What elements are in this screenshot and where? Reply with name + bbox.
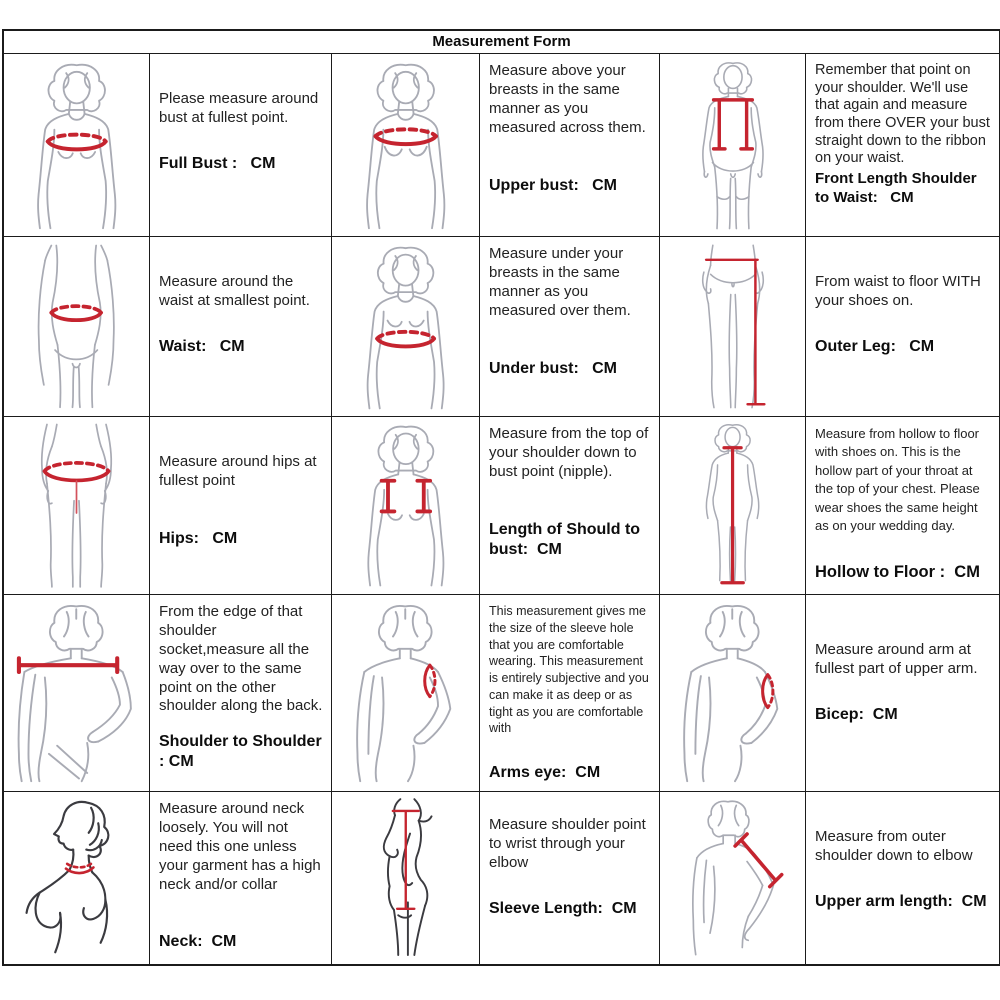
outer-leg-label: Outer Leg: CM (815, 337, 935, 355)
upper-bust-text-cell (480, 54, 660, 237)
under-bust-label: Under bust: CM (489, 359, 617, 377)
shoulder-to-shoulder-figure (8, 601, 145, 785)
upper-arm-length-figure (673, 797, 792, 958)
shoulder-to-shoulder-text-cell (150, 595, 332, 792)
neck-text-cell (150, 792, 332, 964)
neck-figure-cell (4, 792, 150, 964)
waist-text-cell (150, 237, 332, 417)
outer-leg-text-cell (806, 237, 999, 417)
front-length-text-cell (806, 54, 999, 237)
sleeve-length-figure-cell (332, 792, 480, 964)
arms-eye-figure (337, 601, 474, 785)
upper-bust-figure (340, 60, 471, 231)
waist-figure-cell (4, 237, 150, 417)
full-bust-description: Please measure around bust at fullest point. (159, 90, 319, 126)
bicep-label: Bicep: CM (815, 705, 898, 723)
hollow-to-floor-figure (679, 422, 786, 588)
neck-figure (17, 797, 136, 958)
shoulder-to-bust-figure (342, 422, 470, 588)
full-bust-figure (11, 60, 142, 231)
front-length-shoulder-to-waist-figure (676, 60, 790, 231)
outer-leg-figure-cell (660, 237, 806, 417)
upper-bust-label: Upper bust: CM (489, 176, 617, 194)
hips-figure-cell (4, 417, 150, 595)
shoulder-to-shoulder-label: Shoulder to Shoulder : CM (159, 733, 327, 771)
sleeve-length-text-cell (480, 792, 660, 964)
sleeve-length-figure (352, 797, 460, 958)
shoulder-to-shoulder-figure-cell (4, 595, 150, 792)
length-shoulder-bust-text-cell (480, 417, 660, 595)
under-bust-text-cell (480, 237, 660, 417)
neck-label: Neck: CM (159, 933, 237, 951)
upper-arm-length-label: Upper arm length: CM (815, 892, 987, 910)
waist-figure (14, 243, 138, 411)
upper-arm-length-text-cell (806, 792, 999, 964)
hips-figure (15, 422, 138, 588)
hollow-to-floor-text-cell (806, 417, 999, 595)
upper-arm-length-description: Measure from outer shoulder down to elbow (815, 828, 973, 864)
upper-arm-length-figure-cell (660, 792, 806, 964)
bicep-text-cell (806, 595, 999, 792)
hips-description: Measure around hips at fullest point (159, 453, 317, 489)
arms-eye-text-cell (480, 595, 660, 792)
form-title: Measurement Form (4, 31, 999, 54)
hips-text-cell (150, 417, 332, 595)
hips-label: Hips: CM (159, 529, 238, 547)
measurement-form-table (2, 29, 1000, 966)
shoulder-to-bust-figure-cell (332, 417, 480, 595)
front-length-label: Front Length Shoulder to Waist: CM (815, 170, 981, 206)
waist-label: Waist: CM (159, 337, 245, 355)
hollow-to-floor-description: Measure from hollow to floor with shoes on. This is the hollow part of your throat at the top of your chest. Please wear shoes the same height as on your wedding day. (815, 426, 980, 534)
full-bust-label: Full Bust : CM (159, 154, 276, 172)
bicep-figure-cell (660, 595, 806, 792)
neck-description: Measure around neck loosely. You will not need this one unless your garment has a high neck and/or collar (159, 800, 321, 893)
full-bust-text-cell (150, 54, 332, 237)
sleeve-length-description: Measure shoulder point to wrist through your elbow (489, 816, 646, 871)
length-shoulder-bust-description: Measure from the top of your shoulder down to bust point (nipple). (489, 425, 649, 480)
upper-bust-figure-cell (332, 54, 480, 237)
arms-eye-description: This measurement gives me the size of the sleeve hole that you are comfortable wearing. This measurement is entirely subjective and you can make it as deep or as tight as you are comfortable with (489, 604, 649, 736)
arms-eye-figure-cell (332, 595, 480, 792)
hollow-to-floor-label: Hollow to Floor : CM (815, 562, 980, 581)
waist-description: Measure around the waist at smallest point. (159, 273, 310, 309)
length-shoulder-bust-label: Length of Should to bust: CM (489, 520, 645, 558)
under-bust-description: Measure under your breasts in the same manner as you measured over them. (489, 245, 631, 319)
front-length-description: Remember that point on your shoulder. We'll use that again and measure from there OVER your bust straight down to the ribbon on your waist. (815, 62, 990, 167)
arms-eye-label: Arms eye: CM (489, 764, 601, 781)
shoulder-to-shoulder-description: From the edge of that shoulder socket,measure all the way over to the same point on the other shoulder along the back. (159, 603, 323, 715)
under-bust-figure-cell (332, 237, 480, 417)
sleeve-length-label: Sleeve Length: CM (489, 899, 637, 917)
outer-leg-figure (677, 243, 789, 411)
bicep-description: Measure around arm at fullest part of upper arm. (815, 641, 978, 677)
upper-bust-description: Measure above your breasts in the same manner as you measured across them. (489, 62, 646, 136)
hollow-to-floor-figure-cell (660, 417, 806, 595)
bicep-figure (664, 601, 801, 785)
under-bust-figure (341, 243, 470, 411)
full-bust-figure-cell (4, 54, 150, 237)
outer-leg-description: From waist to floor WITH your shoes on. (815, 273, 981, 309)
front-length-figure-cell (660, 54, 806, 237)
